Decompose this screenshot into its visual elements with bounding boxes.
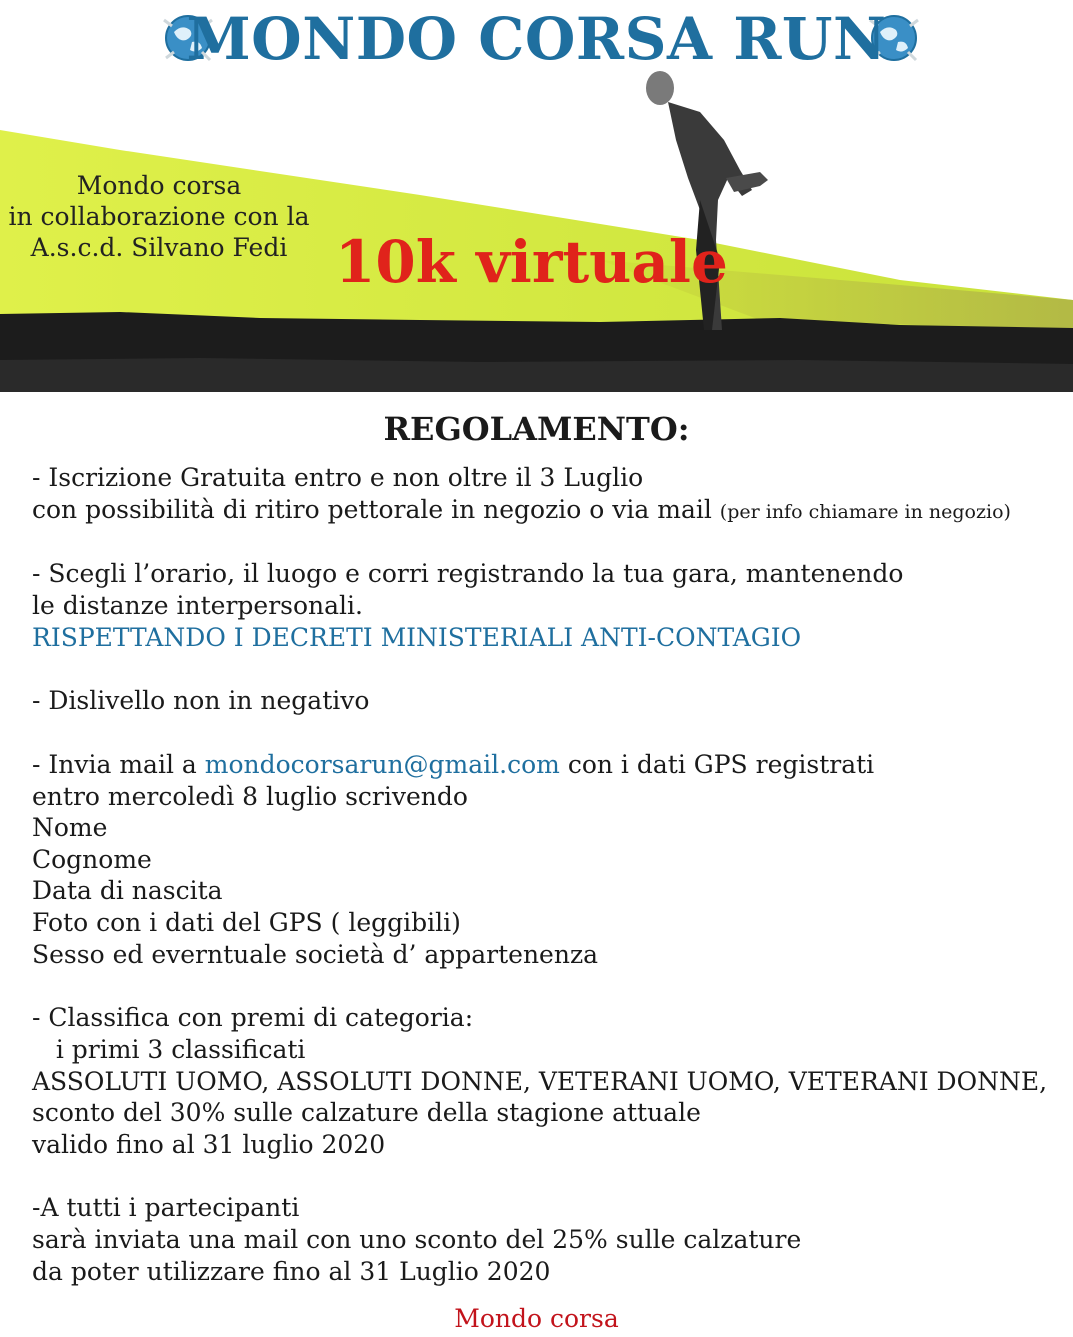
rule-line: - Iscrizione Gratuita entro e non oltre il 3 Luglio xyxy=(32,463,644,492)
footer-signature: Mondo corsa xyxy=(454,1304,619,1333)
rule-line: Data di nascita xyxy=(32,876,223,905)
rule-line: valido fino al 31 luglio 2020 xyxy=(32,1130,386,1159)
rule-highlight: RISPETTANDO I DECRETI MINISTERIALI ANTI-CONTAGIO xyxy=(32,623,802,652)
rule-line: con possibilità di ritiro pettorale in negozio o via mail (per info chiamare in negozio) xyxy=(32,495,1011,524)
rule-line: ASSOLUTI UOMO, ASSOLUTI DONNE, VETERANI UOMO, VETERANI DONNE, xyxy=(32,1067,1048,1096)
rule-line: -A tutti i partecipanti xyxy=(32,1193,300,1222)
collab-line: in collaborazione con la xyxy=(8,202,310,231)
rule-line: Foto con i dati del GPS ( leggibili) xyxy=(32,908,461,937)
email-link[interactable]: mondocorsarun@gmail.com xyxy=(204,750,560,779)
rule-line: le distanze interpersonali. xyxy=(32,591,363,620)
rule-line: - Dislivello non in negativo xyxy=(32,686,370,715)
rule-line: - Classifica con premi di categoria: xyxy=(32,1003,474,1032)
rule-line: i primi 3 classificati xyxy=(32,1035,306,1064)
rule-line: - Scegli l’orario, il luogo e corri registrando la tua gara, mantenendo xyxy=(32,559,904,588)
rule-line: Cognome xyxy=(32,845,152,874)
event-title: 10k virtuale xyxy=(335,228,728,296)
header-banner xyxy=(0,0,1073,392)
rule-line: Nome xyxy=(32,813,108,842)
rules-title: REGOLAMENTO: xyxy=(383,410,690,448)
collaboration-text xyxy=(0,170,318,263)
collab-line: A.s.c.d. Silvano Fedi xyxy=(30,233,288,262)
rule-note: (per info chiamare in negozio) xyxy=(719,501,1011,523)
rule-line: sarà inviata una mail con uno sconto del 25% sulle calzature xyxy=(32,1225,802,1254)
rule-line: sconto del 30% sulle calzature della stagione attuale xyxy=(32,1098,701,1127)
rule-line: da poter utilizzare fino al 31 Luglio 2020 xyxy=(32,1257,551,1286)
rule-line: - Invia mail a mondocorsarun@gmail.com con i dati GPS registrati xyxy=(32,750,875,779)
rule-line: entro mercoledì 8 luglio scrivendo xyxy=(32,782,468,811)
brand-title: MONDO CORSA RUN xyxy=(186,5,887,73)
collab-line: Mondo corsa xyxy=(76,171,242,200)
rule-line: Sesso ed everntuale società d’ appartenenza xyxy=(32,940,599,969)
